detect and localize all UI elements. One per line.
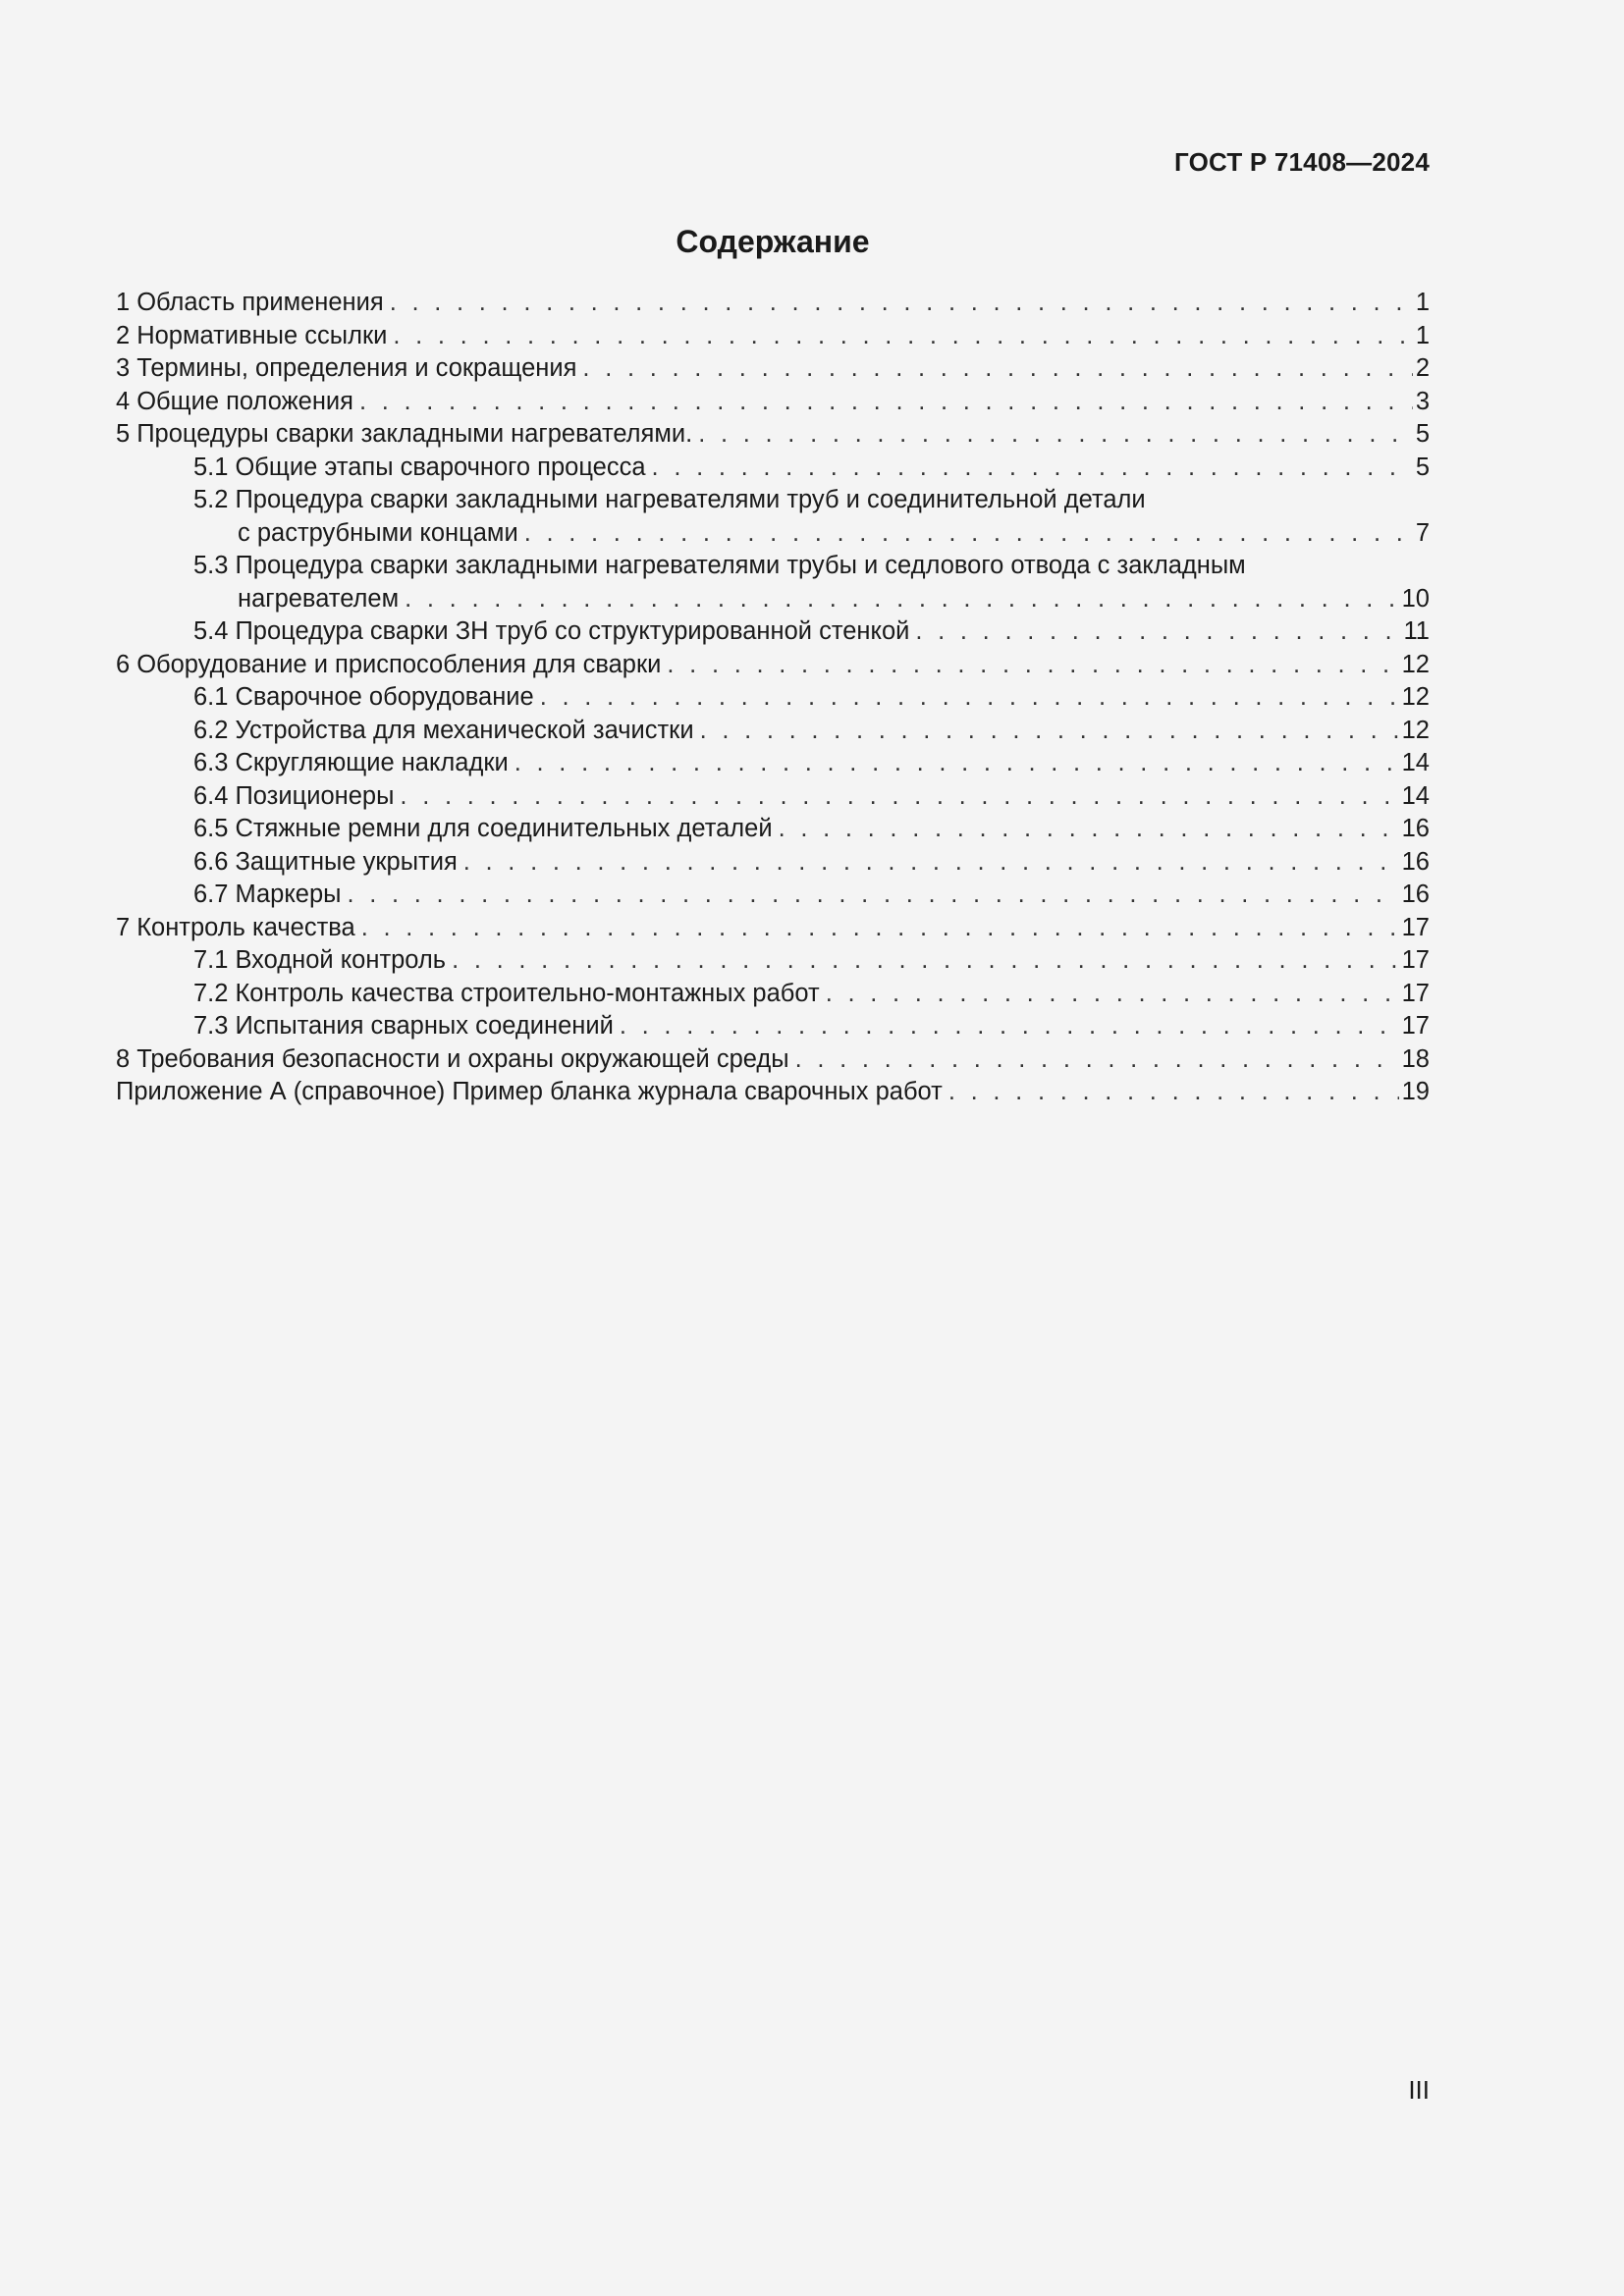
toc-entry-number: 7.2 [193,979,229,1007]
table-of-contents [116,287,1430,1109]
toc-entry[interactable] [116,978,1430,1011]
toc-leader-dots [452,944,1399,978]
toc-leader-dots [524,517,1413,551]
toc-entry-number: 6.4 [193,781,229,810]
toc-entry[interactable] [116,649,1430,682]
toc-entry-title: Процедура сварки ЗН труб со структурированной стенкой [235,617,910,645]
toc-entry-page: 10 [1401,584,1430,613]
toc-entry-title: Позиционеры [235,781,395,810]
toc-entry-page: 17 [1401,979,1430,1007]
toc-entry-title: Общие этапы сварочного процесса [235,453,646,481]
toc-entry-title: Нормативные ссылки [136,321,388,349]
toc-entry[interactable] [116,944,1430,978]
toc-entry-title: Сварочное оборудование [235,683,534,711]
toc-entry-title: Контроль качества строительно-монтажных работ [235,979,820,1007]
toc-leader-dots [514,747,1399,780]
toc-entry[interactable] [116,780,1430,814]
toc-entry-title: Процедура сварки закладными нагревателями труб и соединительной детали [235,486,1146,513]
toc-entry-title: Устройства для механической зачистки [235,716,694,744]
toc-entry-title: Скругляющие накладки [235,749,509,776]
toc-entry-title: Защитные укрытия [235,847,458,876]
toc-entry-continuation[interactable] [116,583,1430,616]
toc-entry-page: 17 [1401,1012,1430,1040]
toc-leader-dots [620,1010,1399,1043]
toc-entry-page: 18 [1401,1044,1430,1073]
toc-entry-page: 5 [1415,453,1430,481]
toc-leader-dots [667,649,1398,682]
toc-entry-page: 16 [1401,881,1430,908]
toc-entry-title: Требования безопасности и охраны окружающей среды [136,1044,789,1073]
toc-entry[interactable] [116,879,1430,912]
toc-entry-page: 17 [1401,946,1430,974]
toc-entry[interactable] [116,452,1430,485]
toc-entry-number: 6.6 [193,847,229,876]
toc-entry[interactable] [116,484,1430,517]
toc-leader-dots [361,912,1399,945]
toc-leader-dots [359,386,1413,419]
toc-entry[interactable] [116,747,1430,780]
toc-leader-dots [393,320,1412,353]
toc-entry-page: 19 [1401,1078,1430,1105]
toc-entry[interactable] [116,715,1430,748]
toc-entry-title: Стяжные ремни для соединительных деталей [235,815,773,842]
toc-entry-number: 6.1 [193,683,229,711]
toc-entry-number: 1 [116,289,131,316]
toc-entry-title-continued: с раструбными концами [238,518,518,547]
toc-entry-title: Контроль качества [136,913,355,941]
toc-entry-page: 3 [1415,387,1430,415]
toc-entry-number: 6.7 [193,881,229,908]
toc-entry-number: 6.3 [193,749,229,776]
toc-entry-number: 8 [116,1044,131,1073]
toc-entry[interactable] [116,386,1430,419]
toc-leader-dots [390,287,1413,320]
toc-leader-dots [915,615,1400,649]
toc-entry-number: 5.2 [193,486,229,513]
toc-leader-dots [400,780,1398,814]
toc-entry-title-continued: нагревателем [238,584,400,613]
toc-entry[interactable] [116,418,1430,452]
toc-entry[interactable] [116,813,1430,846]
toc-entry-title: Процедура сварки закладными нагревателями трубы и седлового отвода с закладным [235,552,1246,579]
toc-entry-title: Термины, определения и сокращения [136,354,577,382]
toc-title: Содержание [676,224,870,259]
toc-entry-page: 7 [1415,518,1430,547]
toc-entry-title: Процедуры сварки закладными нагревателями. [136,420,693,448]
toc-entry[interactable] [116,846,1430,880]
toc-entry-number: 6 [116,650,131,678]
toc-entry-page: 14 [1401,781,1430,810]
toc-entry-number: 5.4 [193,617,229,645]
toc-entry[interactable] [116,1010,1430,1043]
toc-entry-number: 2 [116,321,131,349]
toc-entry-page: 5 [1415,420,1430,448]
toc-leader-dots [826,978,1399,1011]
toc-entry[interactable] [116,681,1430,715]
toc-leader-dots [795,1043,1399,1077]
toc-entry-title: Область применения [136,289,384,316]
toc-entry[interactable] [116,320,1430,353]
toc-entry-number: 7.1 [193,946,229,974]
toc-entry-title: Приложение А (справочное) Пример бланка журнала сварочных работ [116,1078,943,1105]
toc-entry-number: 6.2 [193,716,229,744]
toc-entry-title: Испытания сварных соединений [235,1012,614,1040]
toc-entry-page: 17 [1401,913,1430,941]
toc-leader-dots [700,715,1399,748]
toc-entry-appendix[interactable] [116,1076,1430,1109]
toc-entry-page: 11 [1403,617,1430,645]
toc-entry-title: Общие положения [136,387,353,415]
toc-leader-dots [652,452,1413,485]
toc-entry-number: 4 [116,387,131,415]
toc-entry-page: 12 [1401,716,1430,744]
toc-entry-page: 14 [1401,749,1430,776]
toc-entry-number: 5.1 [193,453,229,481]
toc-entry-number: 5.3 [193,552,229,579]
page-number: III [1408,2075,1430,2105]
toc-leader-dots [698,418,1413,452]
toc-entry[interactable] [116,352,1430,386]
toc-leader-dots [582,352,1412,386]
toc-leader-dots [948,1076,1399,1109]
toc-entry-page: 1 [1415,289,1430,316]
document-code: ГОСТ Р 71408—2024 [1174,147,1430,177]
toc-entry-number: 7.3 [193,1012,229,1040]
toc-entry-page: 2 [1415,354,1430,382]
toc-entry-number: 7 [116,913,131,941]
toc-leader-dots [540,681,1399,715]
toc-entry-number: 5 [116,420,131,448]
toc-entry-page: 16 [1401,815,1430,842]
toc-entry[interactable] [116,615,1430,649]
toc-leader-dots [779,813,1399,846]
toc-leader-dots [405,583,1398,616]
toc-entry[interactable] [116,1043,1430,1077]
toc-leader-dots [463,846,1399,880]
toc-leader-dots [347,879,1398,912]
toc-entry-page: 16 [1401,847,1430,876]
toc-entry-title: Входной контроль [235,946,447,974]
toc-entry[interactable] [116,550,1430,583]
toc-entry[interactable] [116,912,1430,945]
toc-entry-page: 12 [1401,650,1430,678]
toc-entry-title: Маркеры [235,881,342,908]
toc-entry-continuation[interactable] [116,517,1430,551]
toc-entry[interactable] [116,287,1430,320]
toc-entry-page: 1 [1415,321,1430,349]
toc-entry-number: 6.5 [193,815,229,842]
toc-entry-page: 12 [1401,683,1430,711]
toc-entry-number: 3 [116,354,131,382]
toc-entry-title: Оборудование и приспособления для сварки [136,650,662,678]
